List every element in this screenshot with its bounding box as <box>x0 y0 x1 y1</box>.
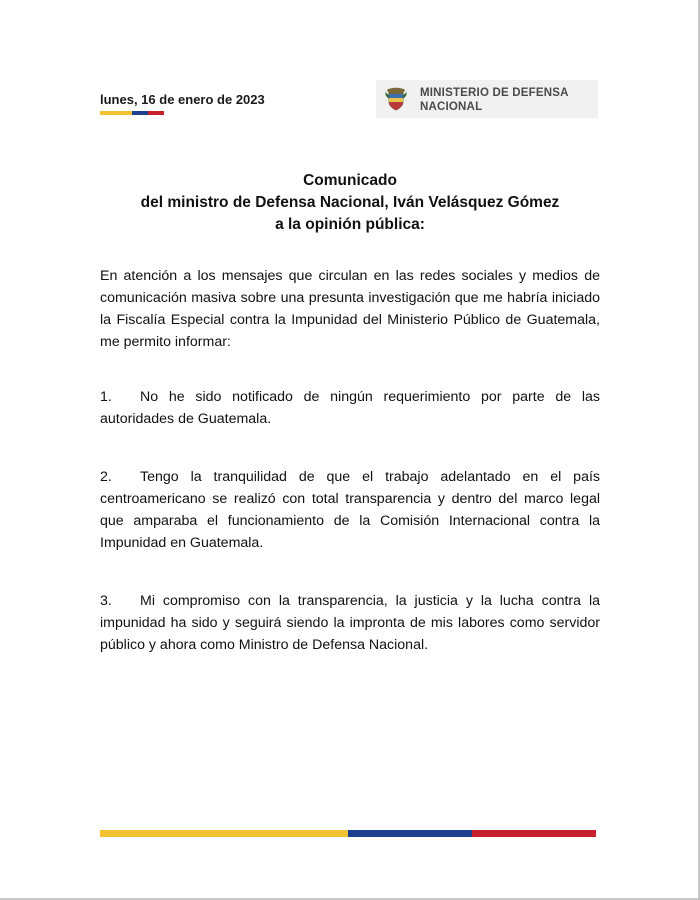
point-3 <box>100 590 600 656</box>
point-2 <box>100 466 600 554</box>
ministry-logo <box>376 80 598 118</box>
flag-red <box>148 111 164 115</box>
footer-flag-bar <box>100 830 596 837</box>
document-title <box>100 170 600 236</box>
title-line3: a la opinión pública: <box>275 216 425 233</box>
date-flag-stripe <box>100 111 164 115</box>
title-line1: Comunicado <box>303 172 397 189</box>
flag-yellow <box>100 111 132 115</box>
flag-blue <box>132 111 148 115</box>
colombia-coat-of-arms-icon <box>384 86 408 112</box>
ministry-name-line1: MINISTERIO DE DEFENSA <box>420 87 569 99</box>
point-1-number: 1. <box>100 389 112 405</box>
ministry-name <box>420 86 569 114</box>
title-line2: del ministro de Defensa Nacional, Iván Velásquez Gómez <box>140 194 560 211</box>
ministry-name-line2: NACIONAL <box>420 101 483 113</box>
document-date: lunes, 16 de enero de 2023 <box>100 92 265 107</box>
footer-flag-yellow <box>100 830 348 837</box>
point-2-number: 2. <box>100 469 112 485</box>
intro-paragraph: En atención a los mensajes que circulan en las redes sociales y medios de comunicación masiva sobre una presunta investigación que me habría iniciado la Fiscalía Especial contra la Impunidad del Ministerio Público de Guatemala, me permito informar: <box>100 268 600 350</box>
point-3-text: Mi compromiso con la transparencia, la justicia y la lucha contra la impunidad ha sido y seguirá siendo la impronta de mis labores como servidor público y ahora como Ministro de Defensa Nacional. <box>100 593 600 653</box>
point-1-text: No he sido notificado de ningún requerimiento por parte de las autoridades de Guatemala. <box>100 389 600 427</box>
footer-flag-red <box>472 830 596 837</box>
point-1 <box>100 386 600 430</box>
point-3-number: 3. <box>100 593 112 609</box>
footer-flag-blue <box>348 830 472 837</box>
point-2-text: Tengo la tranquilidad de que el trabajo adelantado en el país centroamericano se realizó con total transparencia y dentro del marco legal que amparaba el funcionamiento de la Comisión Internacional contra la Impunidad en Guatemala. <box>100 469 600 551</box>
